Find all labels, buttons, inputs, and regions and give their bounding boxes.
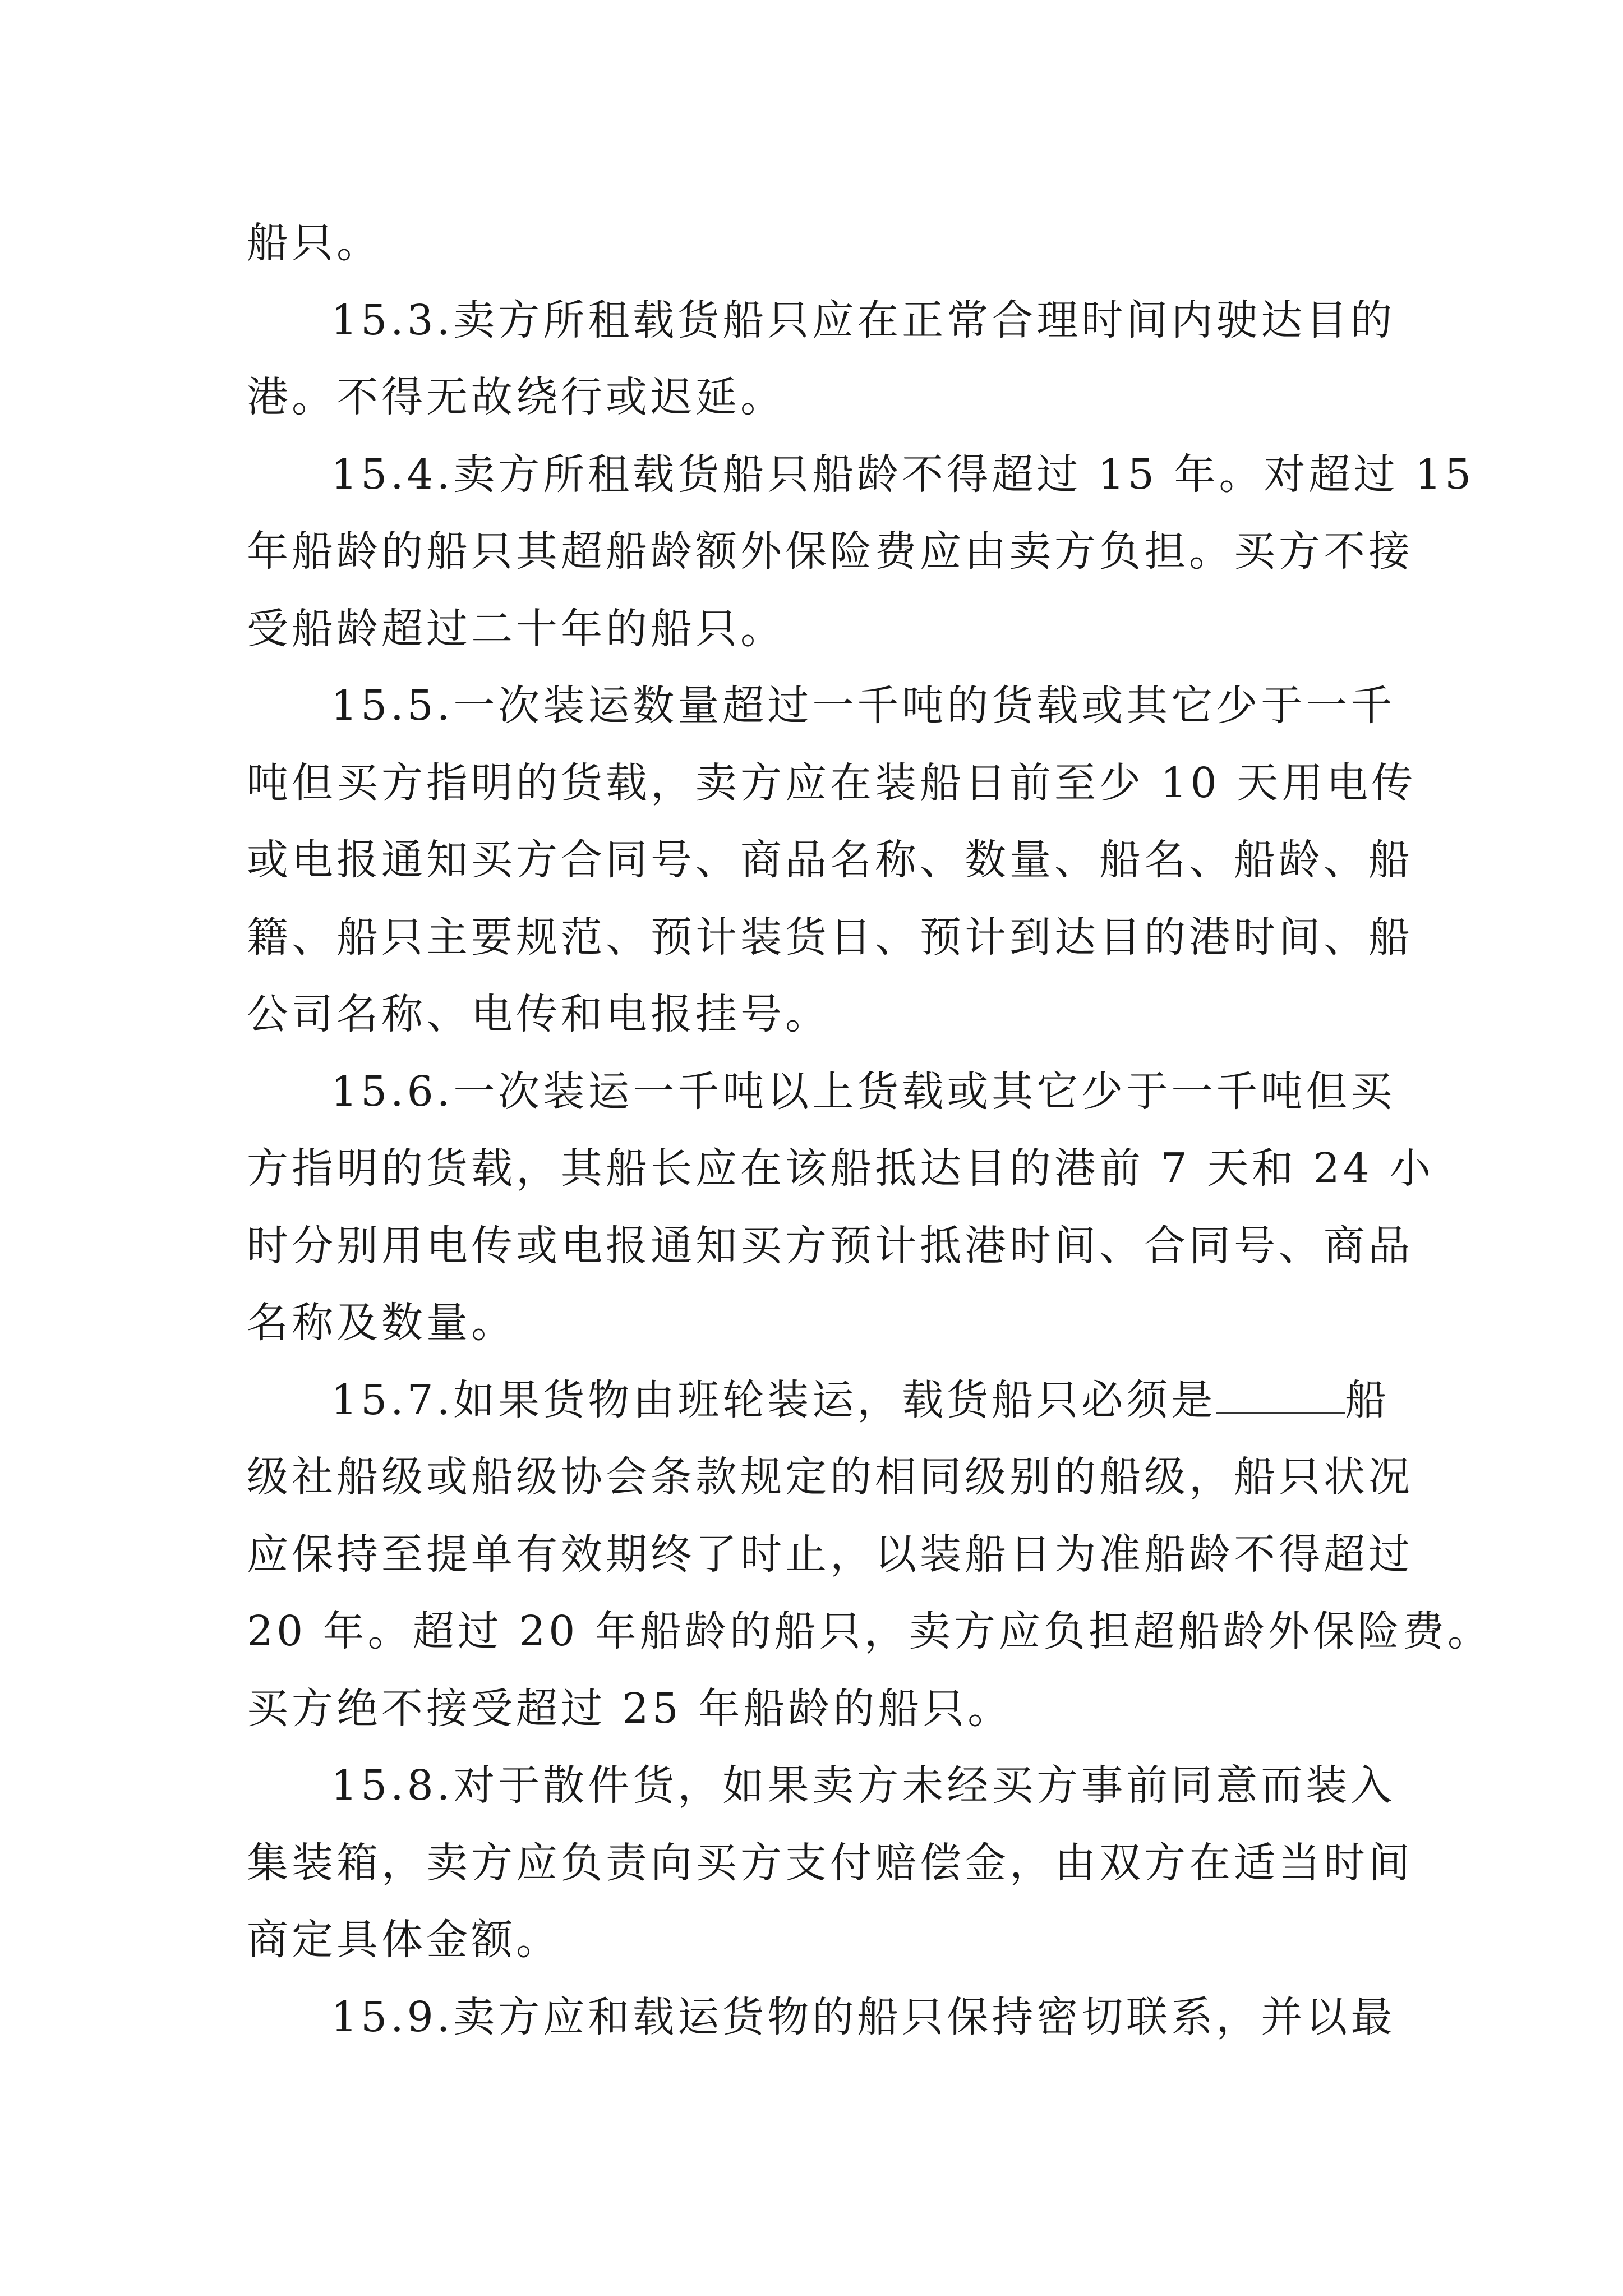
clause-15-3-line-1: 15.3.卖方所租载货船只应在正常合理时间内驶达目的 [331, 296, 1396, 344]
clause-15-8-line-2: 集装箱，卖方应负责向买方支付赔偿金，由双方在适当时间 [247, 1838, 1413, 1887]
clause-15-3-line-2: 港。不得无故绕行或迟延。 [247, 373, 785, 421]
clause-15-7-line-3: 应保持至提单有效期终了时止，以装船日为准船龄不得超过 [247, 1530, 1413, 1579]
clause-15-7-line-1 [247, 1362, 1391, 1439]
clause-15-6-line-2: 方指明的货载，其船长应在该船抵达目的港前 7 天和 24 小 [247, 1144, 1435, 1193]
clause-15-4-line-1: 15.4.卖方所租载货船只船龄不得超过 15 年。对超过 15 [331, 450, 1475, 499]
clause-15-4-line-2: 年船龄的船只其超船龄额外保险费应由卖方负担。买方不接 [247, 527, 1413, 576]
clause-15-4-line-3: 受船龄超过二十年的船只。 [247, 604, 785, 653]
document-page [247, 205, 1492, 2056]
clause-15-6-line-3: 时分别用电传或电报通知买方预计抵港时间、合同号、商品 [247, 1221, 1413, 1270]
clause-15-7-line-4: 20 年。超过 20 年船龄的船只，卖方应负担超船龄外保险费。 [247, 1607, 1492, 1655]
clause-15-7-text: 15.7.如果货物由班轮装运，载货船只必须是 [331, 1375, 1216, 1424]
fill-in-blank [1216, 1379, 1345, 1414]
clause-15-7-line-2: 级社船级或船级协会条款规定的相同级别的船级，船只状况 [247, 1453, 1413, 1501]
clause-15-8-line-1: 15.8.对于散件货，如果卖方未经买方事前同意而装入 [331, 1761, 1396, 1810]
clause-15-5-line-1: 15.5.一次装运数量超过一千吨的货载或其它少于一千 [331, 682, 1396, 730]
clause-15-5-line-5: 公司名称、电传和电报挂号。 [247, 990, 830, 1038]
text-line: 船只。 [247, 219, 381, 267]
clause-15-6-line-4: 名称及数量。 [247, 1299, 516, 1347]
clause-15-5-line-2: 吨但买方指明的货载，卖方应在装船日前至少 10 天用电传 [247, 758, 1417, 807]
clause-15-6-line-1: 15.6.一次装运一千吨以上货载或其它少于一千吨但买 [331, 1067, 1396, 1116]
clause-15-7-blank-suffix: 船 [1345, 1375, 1390, 1424]
clause-15-5-line-4: 籍、船只主要规范、预计装货日、预计到达目的港时间、船 [247, 913, 1413, 961]
clause-15-9-line-1: 15.9.卖方应和载运货物的船只保持密切联系，并以最 [331, 1993, 1396, 2041]
clause-15-5-line-3: 或电报通知买方合同号、商品名称、数量、船名、船龄、船 [247, 836, 1413, 884]
clause-15-8-line-3: 商定具体金额。 [247, 1916, 561, 1964]
clause-15-7-line-5: 买方绝不接受超过 25 年船龄的船只。 [247, 1684, 1013, 1733]
